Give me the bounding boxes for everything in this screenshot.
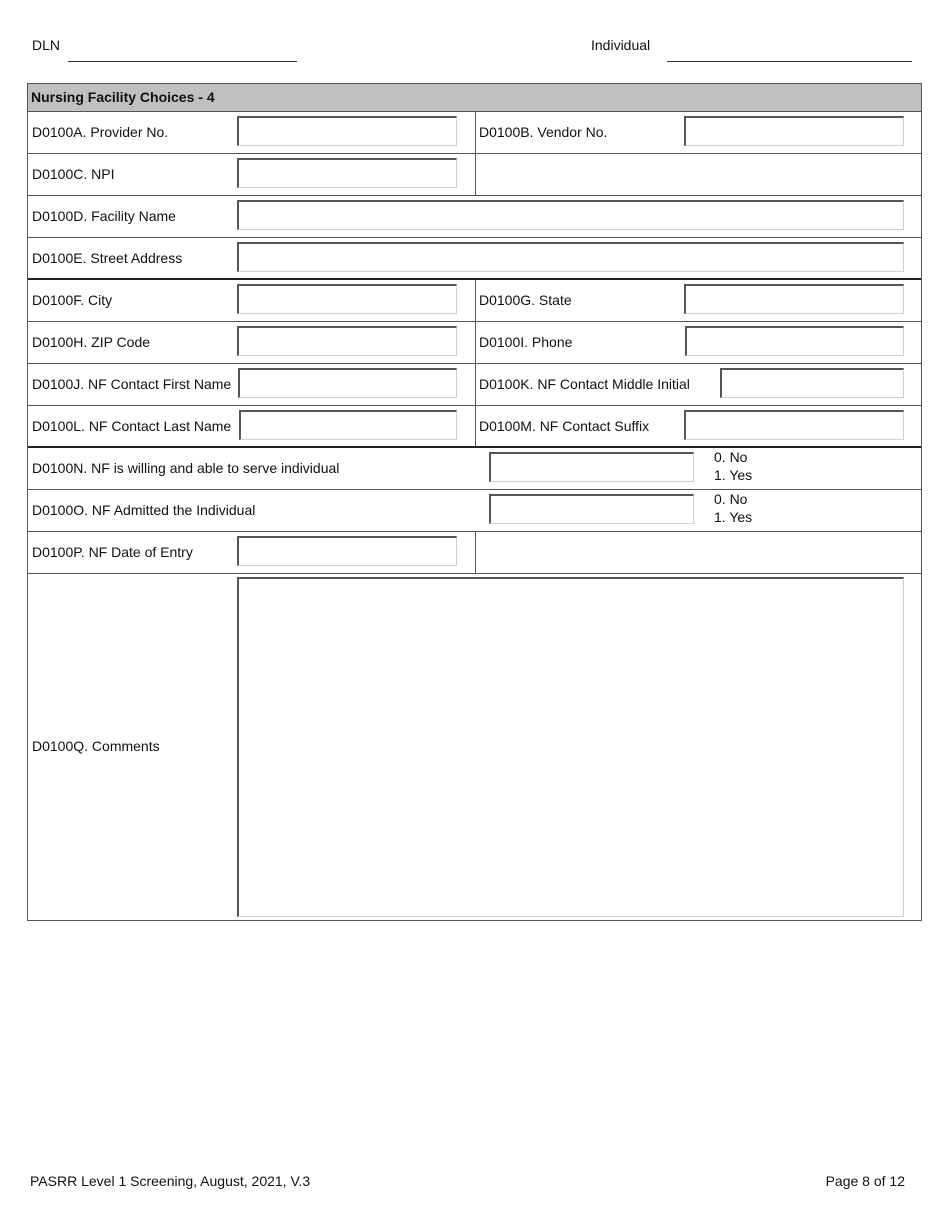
date-entry-field[interactable]	[237, 536, 457, 566]
comments-label: D0100Q. Comments	[32, 738, 160, 754]
phone-field[interactable]	[685, 326, 904, 356]
npi-field[interactable]	[237, 158, 457, 188]
row-npi	[28, 154, 921, 196]
row-zip-phone	[28, 322, 921, 364]
phone-label: D0100I. Phone	[479, 334, 573, 350]
admitted-option-no: 0. No	[714, 491, 748, 507]
row-date-entry	[28, 532, 921, 574]
row-street-address	[28, 238, 921, 280]
contact-last-name-label: D0100L. NF Contact Last Name	[32, 418, 232, 434]
admitted-field[interactable]	[489, 494, 694, 524]
state-label: D0100G. State	[479, 292, 572, 308]
contact-suffix-field[interactable]	[684, 410, 904, 440]
date-entry-label: D0100P. NF Date of Entry	[32, 544, 193, 560]
row-willing	[28, 448, 921, 490]
nursing-facility-form	[27, 83, 922, 921]
section-title: Nursing Facility Choices - 4	[28, 84, 921, 112]
row-facility-name	[28, 196, 921, 238]
contact-first-name-field[interactable]	[238, 368, 457, 398]
row-admitted	[28, 490, 921, 532]
willing-field[interactable]	[489, 452, 694, 482]
provider-no-field[interactable]	[237, 116, 457, 146]
facility-name-label: D0100D. Facility Name	[32, 208, 176, 224]
city-label: D0100F. City	[32, 292, 113, 308]
footer-page-number: Page 8 of 12	[825, 1173, 905, 1189]
row-provider-vendor	[28, 112, 921, 154]
row-comments	[28, 573, 921, 920]
row-contact-last-suffix	[28, 406, 921, 448]
admitted-label: D0100O. NF Admitted the Individual	[32, 502, 256, 518]
facility-name-field[interactable]	[237, 200, 904, 230]
npi-label: D0100C. NPI	[32, 166, 115, 182]
individual-label: Individual	[591, 37, 651, 53]
street-address-field[interactable]	[237, 242, 904, 272]
comments-field[interactable]	[237, 577, 904, 917]
willing-label: D0100N. NF is willing and able to serve individual	[32, 460, 340, 476]
individual-line	[667, 61, 912, 62]
contact-last-name-field[interactable]	[239, 410, 457, 440]
footer-document-info: PASRR Level 1 Screening, August, 2021, V.3	[30, 1173, 311, 1189]
state-field[interactable]	[684, 284, 904, 314]
admitted-option-yes: 1. Yes	[714, 509, 753, 525]
contact-suffix-label: D0100M. NF Contact Suffix	[479, 418, 650, 434]
willing-option-no: 0. No	[714, 449, 748, 465]
dln-label: DLN	[32, 37, 61, 53]
vendor-no-label: D0100B. Vendor No.	[479, 124, 608, 140]
city-field[interactable]	[237, 284, 457, 314]
contact-first-name-label: D0100J. NF Contact First Name	[32, 376, 232, 392]
street-address-label: D0100E. Street Address	[32, 250, 183, 266]
provider-no-label: D0100A. Provider No.	[32, 124, 169, 140]
contact-middle-initial-label: D0100K. NF Contact Middle Initial	[479, 376, 690, 392]
contact-middle-initial-field[interactable]	[720, 368, 904, 398]
dln-line	[68, 61, 297, 62]
zip-label: D0100H. ZIP Code	[32, 334, 151, 350]
willing-option-yes: 1. Yes	[714, 467, 753, 483]
vendor-no-field[interactable]	[684, 116, 904, 146]
row-city-state	[28, 280, 921, 322]
row-contact-first-middle	[28, 364, 921, 406]
zip-field[interactable]	[237, 326, 457, 356]
admitted-options	[714, 490, 752, 526]
willing-options	[714, 448, 752, 484]
